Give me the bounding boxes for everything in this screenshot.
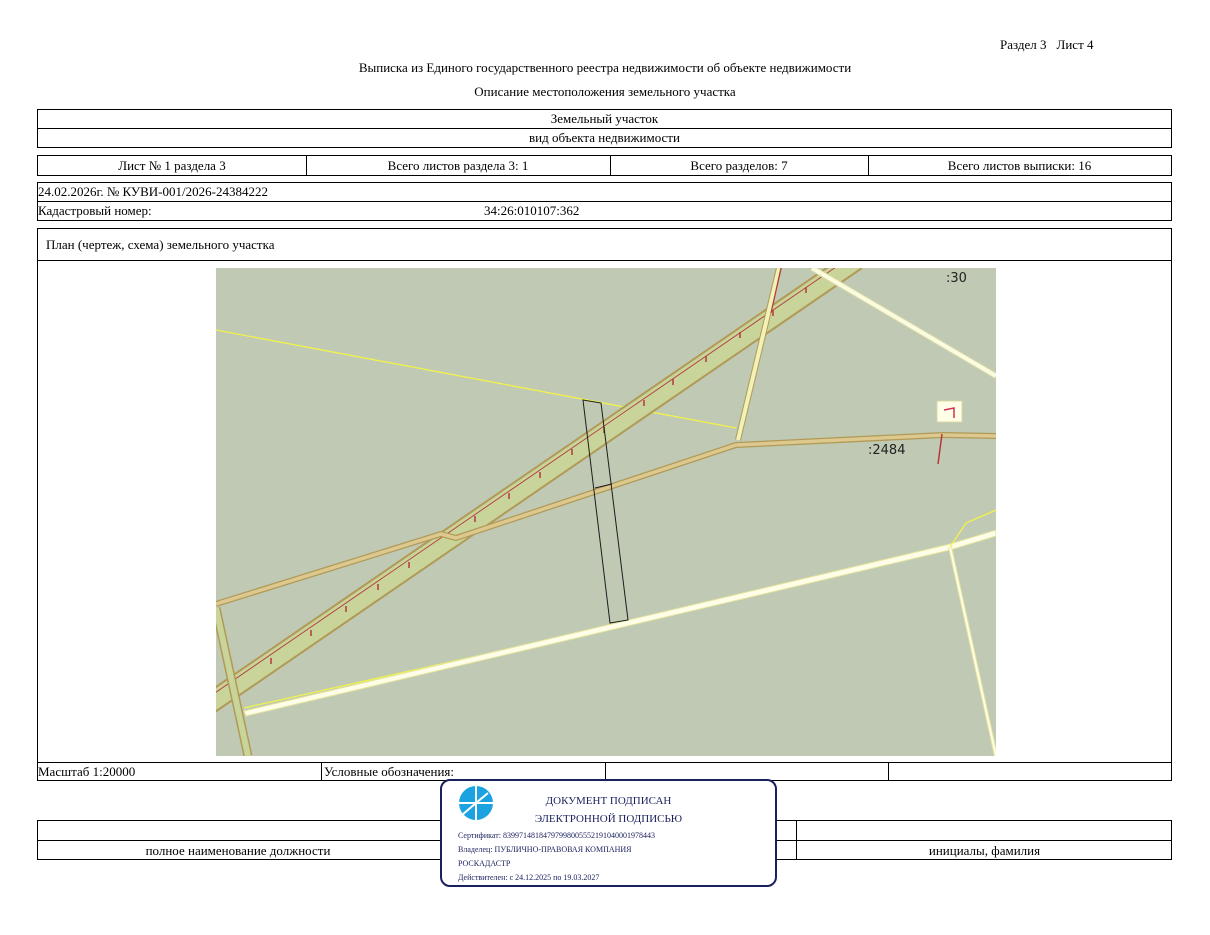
divider (321, 763, 322, 780)
extract-date-number: 24.02.2026г. № КУВИ-001/2026-24384222 (38, 184, 268, 199)
legend-label: Условные обозначения: (324, 764, 455, 779)
divider (605, 763, 606, 780)
total-section-sheets-cell: Всего листов раздела 3: 1 (387, 158, 529, 173)
extract-date-row (37, 182, 1172, 202)
sheet-number-cell: Лист № 1 раздела 3 (118, 158, 226, 173)
stamp-line1: ДОКУМЕНТ ПОДПИСАН (545, 795, 672, 807)
map-background (216, 268, 996, 756)
document-title: Выписка из Единого государственного реестра недвижимости об объекте недвижимости (358, 60, 852, 75)
parcel-label-30: :30 (946, 271, 967, 286)
total-sections-cell: Всего разделов: 7 (690, 158, 788, 173)
divider (796, 841, 797, 859)
stamp-certificate: Сертификат: 8399714818479799800555219104000197844​3 (458, 831, 655, 840)
object-kind: вид объекта недвижимости (529, 130, 680, 145)
total-sheets-cell: Всего листов выписки: 16 (947, 158, 1092, 173)
position-label: полное наименование должности (145, 843, 331, 858)
stamp-owner-2: РОСКАДАСТР (458, 859, 511, 868)
small-parcel (937, 401, 962, 422)
cadastral-label: Кадастровый номер: (38, 203, 152, 218)
sheets-row (37, 155, 1172, 176)
object-name: Земельный участок (550, 111, 659, 126)
parcel-label-2484: :2484 (868, 443, 906, 458)
sheet-number: Лист 4 (1056, 37, 1094, 52)
section-number: Раздел 3 (1000, 37, 1047, 52)
plan-title-row (37, 228, 1172, 261)
object-kind-row (37, 128, 1172, 148)
stamp-owner: Владелец: ПУБЛИЧНО-ПРАВОВАЯ КОМПАНИЯ (458, 845, 632, 854)
divider (796, 821, 797, 840)
document-subtitle: Описание местоположения земельного участка (474, 84, 736, 99)
name-label: инициалы, фамилия (928, 843, 1041, 858)
object-name-row (37, 109, 1172, 129)
plan-title: План (чертеж, схема) земельного участка (46, 237, 275, 252)
section-sheet-label (1000, 37, 1130, 53)
stamp-line2: ЭЛЕКТРОННОЙ ПОДПИСЬЮ (534, 813, 683, 825)
digital-signature-stamp (440, 779, 777, 887)
cadastral-map (216, 268, 996, 756)
cadastral-number: 34:26:010107:362 (484, 203, 580, 218)
cadastral-row (37, 201, 1172, 221)
scale-label: Масштаб 1:20000 (38, 764, 136, 779)
divider (888, 763, 889, 780)
stamp-validity: Действителен: с 24.12.2025 по 19.03.2027 (458, 873, 600, 882)
